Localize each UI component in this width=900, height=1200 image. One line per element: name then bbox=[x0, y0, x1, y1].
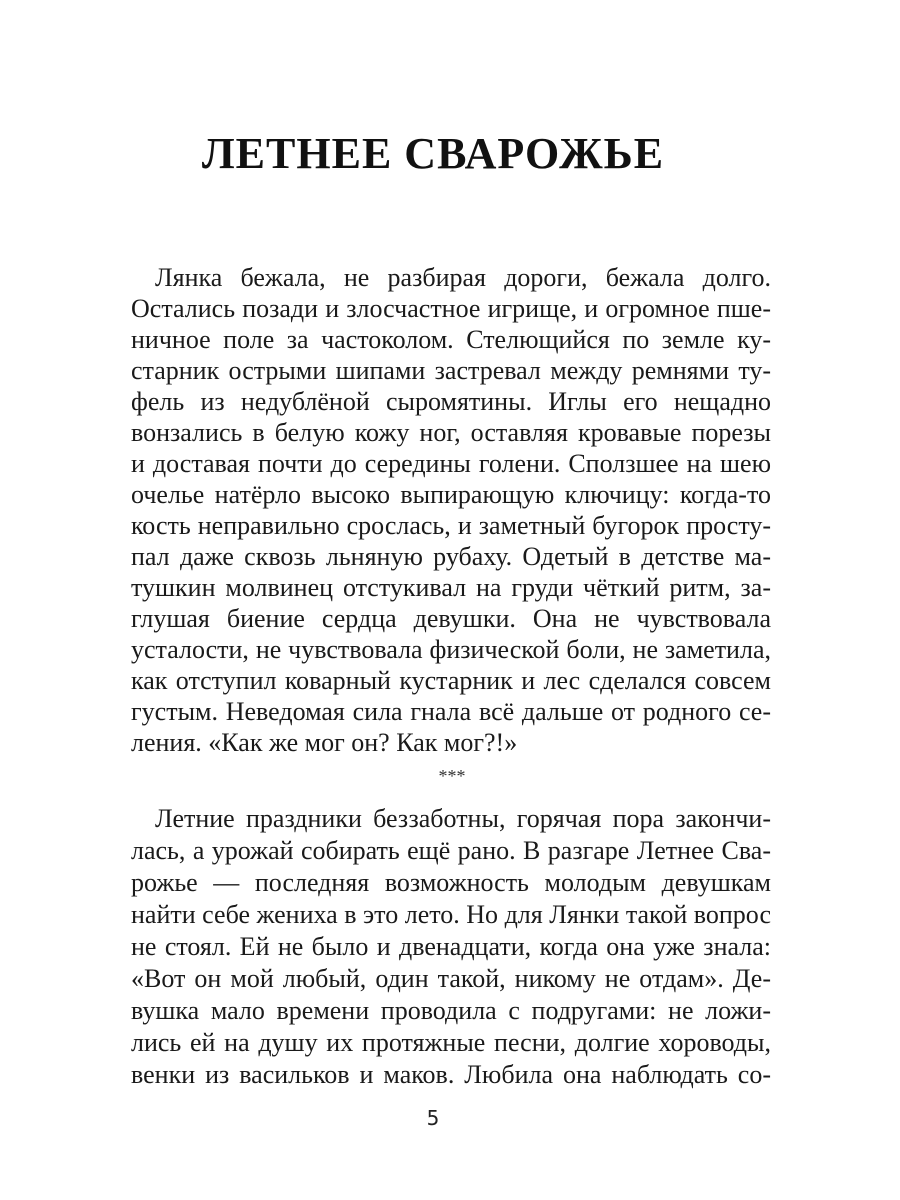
text-line: фель из недублёной сыромятины. Иглы его нещадно bbox=[131, 387, 771, 416]
text-line: как отступил коварный кустарник и лес сделался совсем bbox=[131, 666, 771, 695]
chapter-title: ЛЕТНЕЕ СВАРОЖЬЕ bbox=[201, 129, 665, 178]
text-line: найти себе жениха в это лето. Но для Лянки такой вопрос bbox=[131, 900, 771, 929]
text-line: венки из васильков и маков. Любила она наблюдать со- bbox=[131, 1060, 771, 1089]
text-line: тушкин молвинец отстукивал на груди чёткий ритм, за- bbox=[131, 573, 771, 602]
text-line: ничное поле за частоколом. Стелющийся по земле ку- bbox=[131, 325, 771, 354]
text-line: старник острыми шипами застревал между ремнями ту- bbox=[131, 356, 771, 385]
text-line: Летние праздники беззаботны, горячая пора закончи- bbox=[155, 804, 771, 833]
text-line: ления. «Как же мог он? Как мог?!» bbox=[131, 728, 518, 757]
page-number: 5 bbox=[426, 1106, 440, 1130]
paragraph-1 bbox=[131, 262, 771, 758]
text-line: кость неправильно срослась, и заметный бугорок просту- bbox=[131, 511, 771, 540]
text-line: лась, а урожай собирать ещё рано. В разгаре Летнее Сва- bbox=[131, 836, 771, 865]
text-line: усталости, не чувствовала физической боли, не заметила, bbox=[131, 635, 771, 664]
paragraph-2 bbox=[131, 803, 771, 1091]
text-line: Лянка бежала, не разбирая дороги, бежала долго. bbox=[155, 263, 771, 292]
text-line: густым. Неведомая сила гнала всё дальше от родного се- bbox=[131, 697, 771, 726]
text-line: глушая биение сердца девушки. Она не чувствовала bbox=[131, 604, 771, 633]
text-line: Остались позади и злосчастное игрище, и огромное пше- bbox=[131, 294, 771, 323]
text-line: рожье — последняя возможность молодым девушкам bbox=[131, 868, 771, 897]
text-line: пал даже сквозь льняную рубаху. Одетый в детстве ма- bbox=[131, 542, 771, 571]
text-line: вушка мало времени проводила с подругами: не ложи- bbox=[131, 996, 771, 1025]
text-line: и доставая почти до середины голени. Сползшее на шею bbox=[131, 449, 771, 478]
text-line: лись ей на душу их протяжные песни, долгие хороводы, bbox=[131, 1028, 771, 1057]
section-separator: *** bbox=[438, 766, 466, 786]
text-line: вонзались в белую кожу ног, оставляя кровавые порезы bbox=[131, 418, 771, 447]
text-line: «Вот он мой любый, один такой, никому не отдам». Де- bbox=[131, 964, 771, 993]
text-line: очелье натёрло высоко выпирающую ключицу: когда-то bbox=[131, 480, 771, 509]
text-line: не стоял. Ей не было и двенадцати, когда она уже знала: bbox=[131, 932, 771, 961]
